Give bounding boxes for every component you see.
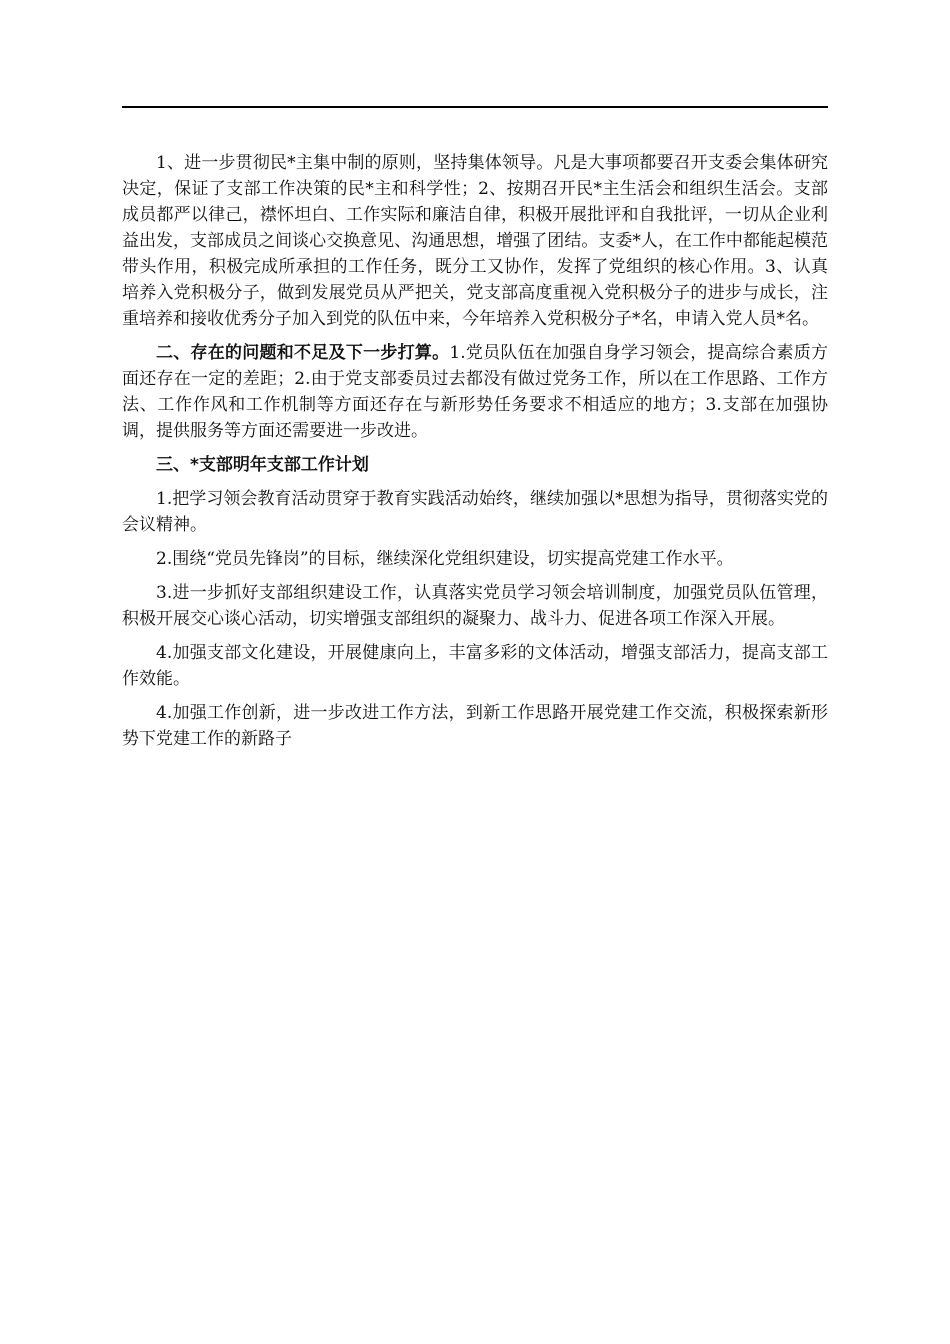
plan-item: 3.进一步抓好支部组织建设工作，认真落实党员学习领会培训制度，加强党员队伍管理，积极开展交心谈心活动，切实增强支部组织的凝聚力、战斗力、促进各项工作深入开展。 — [122, 583, 828, 629]
section-heading-plan — [122, 452, 828, 478]
plan-item: 2.围绕“党员先锋岗”的目标，继续深化党组织建设，切实提高党建工作水平。 — [156, 549, 734, 569]
plan-heading-text: 三、*支部明年支部工作计划 — [156, 455, 369, 475]
header-rule — [122, 106, 828, 108]
plan-item: 4.加强工作创新，进一步改进工作方法，到新工作思路开展党建工作交流，积极探索新形势下党建工作的新路子 — [122, 703, 828, 749]
section-heading-problems: 二、存在的问题和不足及下一步打算。 — [156, 343, 450, 363]
document-body — [122, 150, 828, 752]
paragraph-problems — [122, 340, 828, 444]
paragraph-achievements: 1、进一步贯彻民*主集中制的原则，坚持集体领导。凡是大事项都要召开支委会集体研究决定，保证了支部工作决策的民*主和科学性；2、按期召开民*主生活会和组织生活会。支部成员都严以律己，襟怀坦白、工作实际和廉洁自律，积极开展批评和自我批评，一切从企业利益出发，支部成员之间谈心交换意见、沟通思想，增强了团结。支委*人，在工作中都能起模范带头作用，积极完成所承担的工作任务，既分工又协作，发挥了党组织的核心作用。3、认真培养入党积极分子，做到发展党员从严把关，党支部高度重视入党积极分子的进步与成长，注重培养和接收优秀分子加入到党的队伍中来，今年培养入党积极分子*名，申请入党人员*名。 — [122, 153, 828, 329]
problems-body: 1.党员队伍在加强自身学习领会，提高综合素质方面还存在一定的差距；2.由于党支部委员过去都没有做过党务工作，所以在工作思路、工作方法、工作作风和工作机制等方面还存在与新形势任务要求不相适应的地方；3.支部在加强协调，提供服务等方面还需要进一步改进。 — [122, 343, 829, 441]
plan-item: 4.加强支部文化建设，开展健康向上，丰富多彩的文体活动，增强支部活力，提高支部工作效能。 — [122, 643, 828, 689]
plan-item: 1.把学习领会教育活动贯穿于教育实践活动始终，继续加强以*思想为指导，贯彻落实党的会议精神。 — [122, 489, 828, 535]
